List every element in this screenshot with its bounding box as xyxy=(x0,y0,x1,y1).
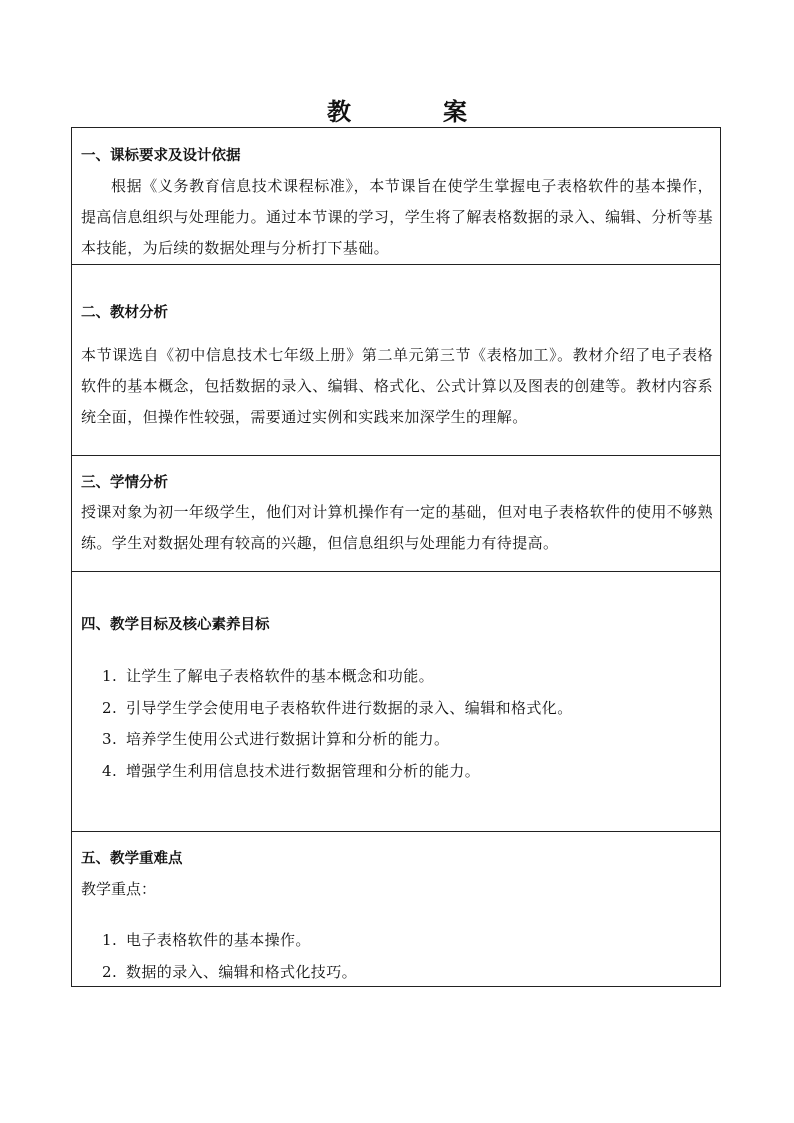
section-textbook-analysis xyxy=(72,265,720,456)
list-item: 1. 让学生了解电子表格软件的基本概念和功能。 xyxy=(102,667,435,685)
section-teaching-objectives xyxy=(72,572,720,832)
list-item: 2. 数据的录入、编辑和格式化技巧。 xyxy=(102,962,358,981)
list-item: 3. 培养学生使用公式进行数据计算和分析的能力。 xyxy=(102,730,450,748)
section-key-difficult-points xyxy=(72,832,720,986)
key-points-list xyxy=(102,925,357,988)
section-heading: 四、教学目标及核心素养目标 xyxy=(81,616,270,633)
list-item: 2. 引导学生学会使用电子表格软件进行数据的录入、编辑和格式化。 xyxy=(102,698,573,717)
list-item: 4. 增强学生利用信息技术进行数据管理和分析的能力。 xyxy=(102,761,481,780)
section-paragraph: 本节课选自《初中信息技术七年级上册》第二单元第三节《表格加工》。教材介绍了电子表格软件的基本概念，包括数据的录入、编辑、格式化、公式计算以及图表的创建等。教材内容系统全面，但操作性较强，需要通过实例和实践来加深学生的理解。 xyxy=(81,346,713,426)
section-heading: 五、教学重难点 xyxy=(81,850,183,867)
lesson-plan-table xyxy=(71,127,721,987)
section-student-analysis xyxy=(72,456,720,572)
section-paragraph: 授课对象为初一年级学生，他们对计算机操作有一定的基础，但对电子表格软件的使用不够熟练。学生对数据处理有较高的兴趣，但信息组织与处理能力有待提高。 xyxy=(81,503,713,552)
section-paragraph: 根据《义务教育信息技术课程标准》，本节课旨在使学生掌握电子表格软件的基本操作，提高信息组织与处理能力。通过本节课的学习，学生将了解表格数据的录入、编辑、分析等基本技能，为后续的数据处理与分析打下基础。 xyxy=(81,177,713,257)
document-title: 教 案 xyxy=(327,97,501,126)
key-points-label: 教学重点： xyxy=(81,880,157,898)
section-heading: 三、学情分析 xyxy=(81,474,168,491)
objectives-list xyxy=(102,661,573,787)
section-heading: 一、课标要求及设计依据 xyxy=(81,147,241,164)
section-heading: 二、教材分析 xyxy=(81,304,168,321)
list-item: 1. 电子表格软件的基本操作。 xyxy=(102,931,311,949)
section-curriculum-requirements xyxy=(72,128,720,265)
